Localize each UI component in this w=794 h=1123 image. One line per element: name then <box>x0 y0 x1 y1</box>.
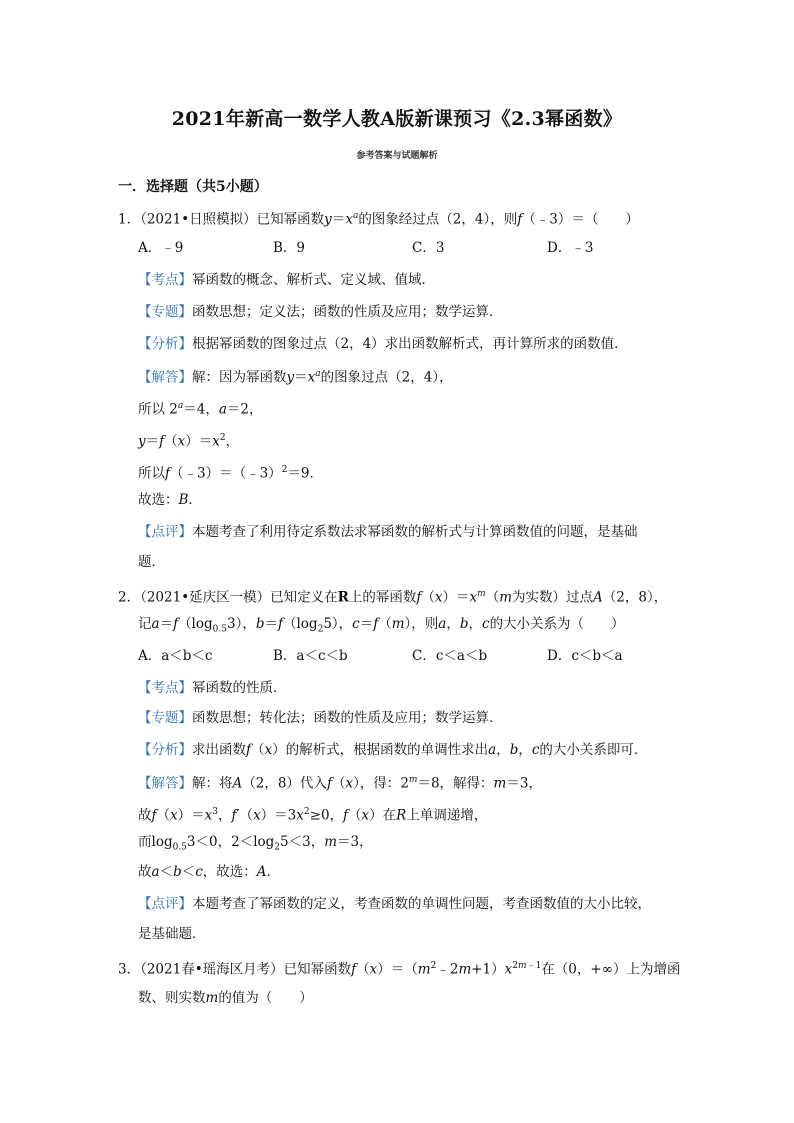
q2-zhuanti: 【专题】函数思想；转化法；函数的性质及应用；数学运算． <box>138 710 503 726</box>
document-subtitle: 参考答案与试题解析 <box>356 151 438 161</box>
q2-dianping: 【点评】本题考查了幂函数的定义，考查函数的单调性问题，考查函数值的大小比较， <box>138 896 651 912</box>
q2-option-a[interactable]: A．a＜b＜c <box>138 648 213 664</box>
q2-fenxi: 【分析】求出函数f（x）的解析式，根据函数的单调性求出a，b，c的大小关系即可． <box>138 742 648 758</box>
q1-step-1: 所以 $2^a=4$，a＝2， <box>138 401 263 418</box>
q2-option-b[interactable]: B．a＜c＜b <box>273 648 348 664</box>
q1-fenxi: 【分析】根据幂函数的图象过点（2，4）求出函数解析式，再计算所求的函数值． <box>138 336 628 352</box>
q2-step-3: 故a＜b＜c，故选：A． <box>138 864 281 880</box>
q2-step-1: 故$f(x)=x^3$，$f'(x)=3x^2\ge 0$，f（x）在R上单调递增， <box>138 807 488 824</box>
q1-step-3: 所以f（﹣3）＝（﹣3）$^2$＝9． <box>138 465 324 482</box>
q1-step-2: $y=f(x)=x^2$， <box>138 433 240 450</box>
q1-jieda: 【解答】解：因为幂函数$y=x^a$的图象过点（2，4）， <box>138 369 453 386</box>
q1-kaodian: 【考点】幂函数的概念、解析式、定义域、值域． <box>138 272 435 288</box>
q1-dianping: 【点评】本题考查了利用待定系数法求幂函数的解析式与计算函数值的问题，是基础 <box>138 524 638 540</box>
document-title: 2021年新高一数学人教A版新课预习《2.3幂函数》 <box>171 108 623 130</box>
q1-zhuanti: 【专题】函数思想；定义法；函数的性质及应用；数学运算． <box>138 304 503 320</box>
q1-stem: 1．（2021•日照模拟）已知幂函数$y=x^a$的图象经过点（2，4），则f（﹣3）＝（ ） <box>118 211 639 228</box>
q1-option-c[interactable]: C．3 <box>412 240 445 256</box>
q3-stem-cont: 数、则实数m的值为（ ） <box>138 990 313 1006</box>
q1-option-a[interactable]: A．﹣9 <box>138 240 184 256</box>
q2-kaodian: 【考点】幂函数的性质． <box>138 680 287 696</box>
q1-option-d[interactable]: D．﹣3 <box>547 240 594 256</box>
q2-stem: 2．（2021•延庆区一模）已知定义在R上的幂函数$f(x)=x^m(m$为实数）过点A（2，8）， <box>118 589 668 606</box>
q2-option-c[interactable]: C．c＜a＜b <box>412 648 488 664</box>
section-heading: 一．选择题（共5小题） <box>118 179 268 195</box>
q2-stem-cont: 记$a=f(\log_{0.5}3)$，$b=f(\log_25)$，c＝f（m），则a，b，c的大小关系为（ ） <box>138 616 625 635</box>
q2-jieda: 【解答】解：将A（2，8）代入f（x），得：$2^m=8$，解得：m＝3， <box>138 775 542 792</box>
q1-option-b[interactable]: B．9 <box>273 240 306 256</box>
q1-step-4: 故选：B． <box>138 492 202 508</box>
q2-step-2: 而$\log_{0.5}3<0$，$2<\log_25<3$，m＝3， <box>138 834 373 853</box>
q1-dianping-cont: 题． <box>138 554 165 570</box>
q2-option-d[interactable]: D．c＜b＜a <box>547 648 623 664</box>
q3-stem: 3．（2021春•瑶海区月考）已知幂函数$f(x)=(m^2﹣2m+1)x^{2m﹣1}$在（0，+∞）上为增函 <box>118 961 681 978</box>
q2-dianping-cont: 是基础题． <box>138 926 206 942</box>
